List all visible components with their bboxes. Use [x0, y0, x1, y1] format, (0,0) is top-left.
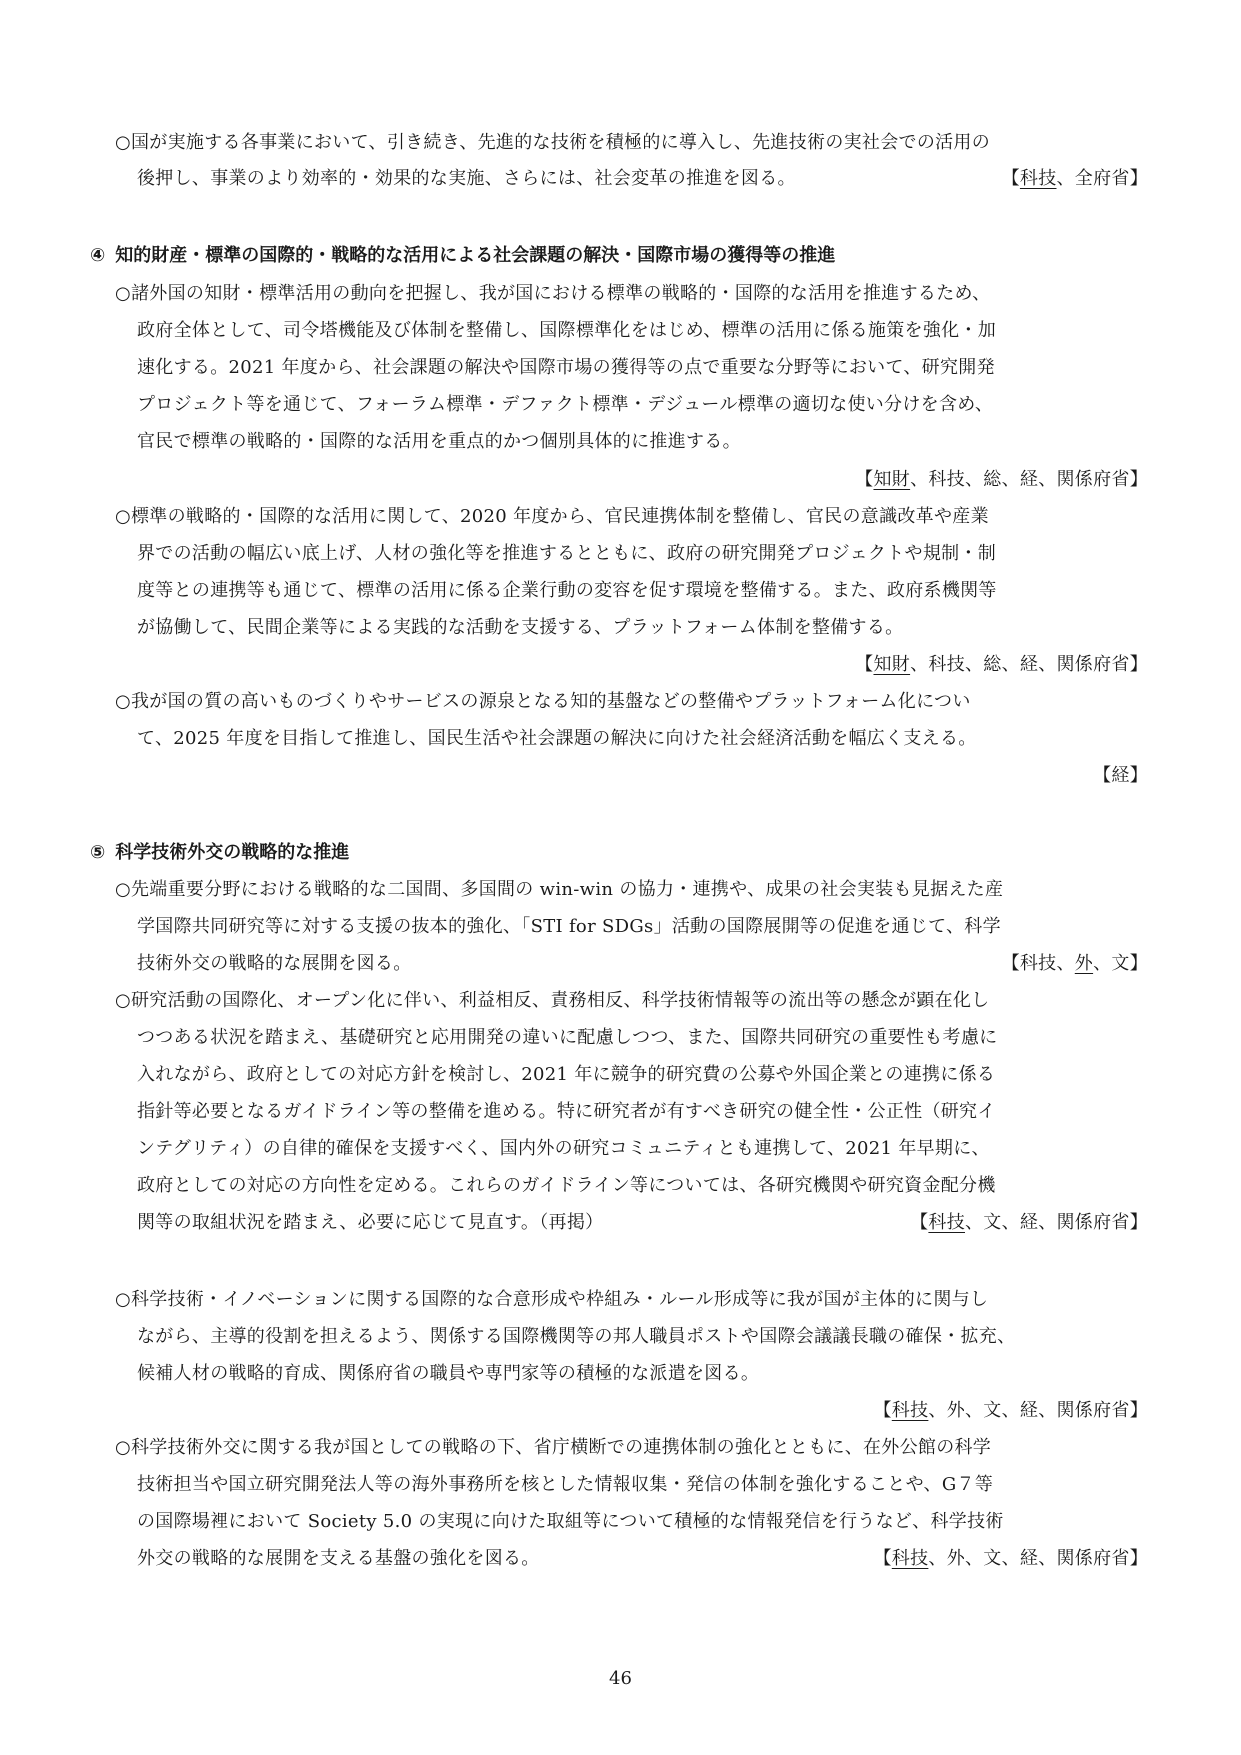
section-4-heading: ④ 知的財産・標準の国際的・戦略的な活用による社会課題の解決・国際市場の獲得等の推進: [90, 245, 836, 266]
s4-item1-line-4: プロジェクト等を通じて、フォーラム標準・デファクト標準・デジュール標準の適切な使い分けを含め、: [137, 394, 994, 415]
s5-item1-line-2: 学国際共同研究等に対する支援の抜本的強化、「STI for SDGs」活動の国際展開等の促進を通じて、科学: [137, 916, 1001, 937]
s5-item2-line-5: ンテグリティ）の自律的確保を支援すべく、国内外の研究コミュニティとも連携して、2021 年早期に、: [137, 1138, 990, 1159]
s5-item4-line-3: の国際場裡において Society 5.0 の実現に向けた取組等について積極的な情報発信を行うなど、科学技術: [137, 1511, 1004, 1532]
s4-item2-line-4: が協働して、民間企業等による実践的な活動を支援する、プラットフォーム体制を整備する。: [137, 617, 904, 638]
s4-item2-line-1: ○標準の戦略的・国際的な活用に関して、2020 年度から、官民連携体制を整備し、官民の意識改革や産業: [115, 506, 989, 527]
top-item-ministry-tag: 【科技、全府省】: [1001, 168, 1148, 189]
s5-item2-line-6: 政府としての対応の方向性を定める。これらのガイドライン等については、各研究機関や研究資金配分機: [137, 1175, 996, 1196]
s5-item3-line-3: 候補人材の戦略的育成、関係府省の職員や専門家等の積極的な派遣を図る。: [137, 1363, 760, 1384]
s5-item2-ministry-tag: 【科技、文、経、関係府省】: [910, 1212, 1148, 1233]
s4-item2-line-2: 界での活動の幅広い底上げ、人材の強化等を推進するとともに、政府の研究開発プロジェクトや規制・制: [137, 543, 997, 564]
s5-item2-line-4: 指針等必要となるガイドライン等の整備を進める。特に研究者が有すべき研究の健全性・公正性（研究イ: [137, 1101, 996, 1122]
s4-item3-ministry-tag: 【経】: [1093, 765, 1148, 786]
s4-item2-ministry-tag: 【知財、科技、総、経、関係府省】: [855, 654, 1148, 675]
s5-item2-line-2: つつある状況を踏まえ、基礎研究と応用開発の違いに配慮しつつ、また、国際共同研究の重要性も考慮に: [137, 1027, 998, 1048]
s5-item1-line-3: 技術外交の戦略的な展開を図る。: [137, 953, 412, 974]
s5-item1-ministry-tag: 【科技、外、文】: [1001, 953, 1148, 974]
s5-item3-ministry-tag: 【科技、外、文、経、関係府省】: [873, 1400, 1148, 1421]
s5-item3-line-2: ながら、主導的役割を担えるよう、関係する国際機関等の邦人職員ポストや国際会議議長職の確保・拡充、: [137, 1326, 1016, 1347]
s5-item4-ministry-tag: 【科技、外、文、経、関係府省】: [873, 1548, 1148, 1569]
s4-item1-line-1: ○諸外国の知財・標準活用の動向を把握し、我が国における標準の戦略的・国際的な活用を推進するため、: [115, 283, 991, 304]
section-5-heading: ⑤ 科学技術外交の戦略的な推進: [90, 842, 350, 863]
s4-item3-line-2: て、2025 年度を目指して推進し、国民生活や社会課題の解決に向けた社会経済活動を幅広く支える。: [137, 728, 977, 749]
s4-item2-line-3: 度等との連携等も通じて、標準の活用に係る企業行動の変容を促す環境を整備する。また、政府系機関等: [137, 580, 997, 601]
page-number: 46: [609, 1668, 632, 1689]
top-item-line-2: 後押し、事業のより効率的・効果的な実施、さらには、社会変革の推進を図る。: [137, 168, 796, 189]
s5-item4-line-2: 技術担当や国立研究開発法人等の海外事務所を核とした情報収集・発信の体制を強化することや、G７等: [137, 1474, 994, 1495]
s5-item2-line-3: 入れながら、政府としての対応方針を検討し、2021 年に競争的研究費の公募や外国企業との連携に係る: [137, 1064, 996, 1085]
s5-item2-line-1: ○研究活動の国際化、オープン化に伴い、利益相反、責務相反、科学技術情報等の流出等の懸念が顕在化し: [115, 990, 990, 1011]
s4-item1-line-2: 政府全体として、司令塔機能及び体制を整備し、国際標準化をはじめ、標準の活用に係る施策を強化・加: [137, 320, 997, 341]
s5-item4-line-1: ○科学技術外交に関する我が国としての戦略の下、省庁横断での連携体制の強化とともに、在外公館の科学: [115, 1437, 992, 1458]
s4-item1-ministry-tag: 【知財、科技、総、経、関係府省】: [855, 469, 1148, 490]
s4-item3-line-1: ○我が国の質の高いものづくりやサービスの源泉となる知的基盤などの整備やプラットフォーム化につい: [115, 691, 971, 712]
s5-item3-line-1: ○科学技術・イノベーションに関する国際的な合意形成や枠組み・ルール形成等に我が国が主体的に関与し: [115, 1289, 989, 1310]
s5-item2-line-7: 関等の取組状況を踏まえ、必要に応じて見直す。（再掲）: [137, 1212, 604, 1233]
s5-item4-line-4: 外交の戦略的な展開を支える基盤の強化を図る。: [137, 1548, 540, 1569]
s5-item1-line-1: ○先端重要分野における戦略的な二国間、多国間の win-win の協力・連携や、成果の社会実装も見据えた産: [115, 879, 1004, 900]
s4-item1-line-3: 速化する。2021 年度から、社会課題の解決や国際市場の獲得等の点で重要な分野等において、研究開発: [137, 357, 995, 378]
s4-item1-line-5: 官民で標準の戦略的・国際的な活用を重点的かつ個別具体的に推進する。: [137, 431, 741, 452]
top-item-line-1: ○国が実施する各事業において、引き続き、先進的な技術を積極的に導入し、先進技術の実社会での活用の: [115, 132, 991, 153]
